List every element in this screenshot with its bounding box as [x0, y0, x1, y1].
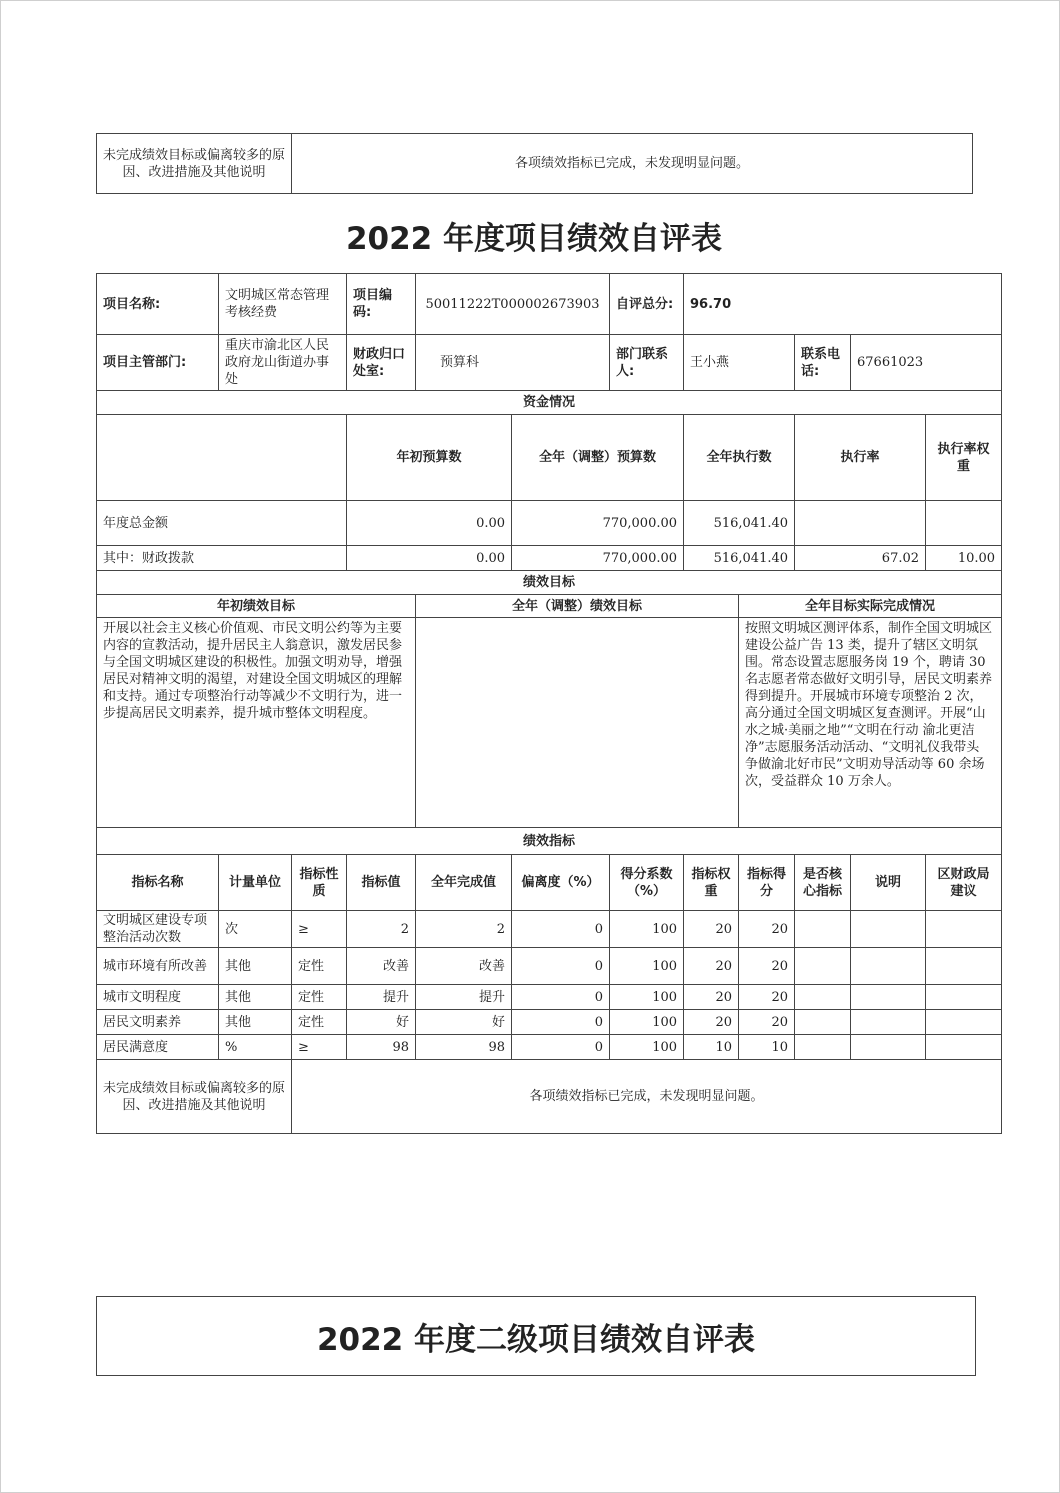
ind-deviation: 0 [512, 1010, 610, 1035]
ind-note [851, 1035, 926, 1060]
ind-deviation: 0 [512, 1035, 610, 1060]
ind-header-actual: 全年完成值 [416, 855, 512, 911]
dept-value: 重庆市渝北区人民政府龙山街道办事处 [219, 335, 347, 391]
ind-header-nature: 指标性质 [292, 855, 347, 911]
ind-name: 居民满意度 [97, 1035, 219, 1060]
ind-actual: 改善 [416, 948, 512, 985]
second-level-title: 2022 年度二级项目绩效自评表 [96, 1296, 976, 1376]
ind-score: 20 [739, 948, 795, 985]
goals-initial-text: 开展以社会主义核心价值观、市民文明公约等为主要内容的宣教活动，提升居民主人翁意识，激发居民参与全国文明城区建设的积极性。加强文明劝导，增强居民对精神文明的渴望，对建设全国文明城区的理解和支持。通过专项整治行动等减少不文明行为，进一步提高居民文明素养，提升城市整体文明程度。 [97, 618, 416, 828]
ind-weight: 20 [684, 985, 739, 1010]
funds-row-executed: 516,041.40 [684, 546, 795, 571]
ind-weight: 10 [684, 1035, 739, 1060]
ind-target: 好 [347, 1010, 416, 1035]
evaluation-table [96, 273, 1002, 1134]
funds-header-executed: 全年执行数 [684, 415, 795, 501]
funds-header-row [97, 415, 1002, 501]
project-code-value: 50011222T000002673903 [416, 274, 610, 335]
goals-content-row [97, 618, 1002, 828]
ind-header-score: 指标得分 [739, 855, 795, 911]
ind-nature: 定性 [292, 1010, 347, 1035]
ind-unit: 其他 [219, 948, 292, 985]
ind-actual: 好 [416, 1010, 512, 1035]
ind-deviation: 0 [512, 985, 610, 1010]
ind-target: 提升 [347, 985, 416, 1010]
ind-core [795, 911, 851, 948]
funds-row-rate: 67.02 [795, 546, 926, 571]
ind-weight: 20 [684, 1010, 739, 1035]
indicators-header-row [97, 855, 1002, 911]
ind-score: 20 [739, 911, 795, 948]
project-info-row-2 [97, 335, 1002, 391]
phone-value: 67661023 [851, 335, 1002, 391]
ind-score: 10 [739, 1035, 795, 1060]
indicator-row [97, 1035, 1002, 1060]
indicator-row [97, 985, 1002, 1010]
score-value: 96.70 [684, 274, 1002, 335]
indicator-row [97, 911, 1002, 948]
ind-coef: 100 [610, 1010, 684, 1035]
dept-label: 项目主管部门: [97, 335, 219, 391]
ind-nature: ≥ [292, 911, 347, 948]
ind-actual: 2 [416, 911, 512, 948]
ind-unit: 次 [219, 911, 292, 948]
project-code-label: 项目编码: [347, 274, 416, 335]
ind-header-note: 说明 [851, 855, 926, 911]
goals-header-actual: 全年目标实际完成情况 [739, 595, 1002, 618]
funds-section-header: 资金情况 [97, 391, 1002, 415]
ind-header-deviation: 偏离度（%） [512, 855, 610, 911]
goals-actual-text: 按照文明城区测评体系，制作全国文明城区建设公益广告 13 类，提升了辖区文明氛围。常态设置志愿服务岗 19 个，聘请 30 名志愿者常态做好文明引导，居民文明素养得到提升。开展城市环境专项整治 2 次，高分通过全国文明城区复查测评。开展“山水之城·美丽之地”“文明在行动 渝北更洁净”志愿服务活动活动、“文明礼仪我带头 争做渝北好市民”文明劝导活动等 60 余场次，受益群众 10 万余人。 [739, 618, 1002, 828]
ind-coef: 100 [610, 1035, 684, 1060]
ind-header-advice: 区财政局建议 [926, 855, 1002, 911]
ind-actual: 提升 [416, 985, 512, 1010]
remark-row [97, 1060, 1002, 1134]
ind-nature: 定性 [292, 948, 347, 985]
goals-adjusted-text [416, 618, 739, 828]
funds-row [97, 546, 1002, 571]
ind-advice [926, 911, 1002, 948]
contact-value: 王小燕 [684, 335, 795, 391]
ind-header-weight: 指标权重 [684, 855, 739, 911]
funds-row-initial: 0.00 [347, 501, 512, 546]
ind-advice [926, 1035, 1002, 1060]
ind-actual: 98 [416, 1035, 512, 1060]
ind-weight: 20 [684, 911, 739, 948]
indicator-row [97, 1010, 1002, 1035]
ind-unit: 其他 [219, 985, 292, 1010]
ind-unit: % [219, 1035, 292, 1060]
ind-weight: 20 [684, 948, 739, 985]
ind-nature: 定性 [292, 985, 347, 1010]
ind-name: 文明城区建设专项整治活动次数 [97, 911, 219, 948]
ind-advice [926, 985, 1002, 1010]
goals-section-header: 绩效目标 [97, 571, 1002, 595]
funds-row-label: 其中：财政拨款 [97, 546, 347, 571]
ind-advice [926, 948, 1002, 985]
funds-row-rate [795, 501, 926, 546]
indicator-row [97, 948, 1002, 985]
funds-row-weight [926, 501, 1002, 546]
remark-value: 各项绩效指标已完成，未发现明显问题。 [292, 1060, 1002, 1134]
ind-score: 20 [739, 985, 795, 1010]
ind-core [795, 1035, 851, 1060]
previous-table-remark [96, 133, 973, 194]
ind-coef: 100 [610, 911, 684, 948]
score-label: 自评总分: [610, 274, 684, 335]
funds-row-initial: 0.00 [347, 546, 512, 571]
ind-core [795, 1010, 851, 1035]
project-name-label: 项目名称: [97, 274, 219, 335]
ind-header-coef: 得分系数（%） [610, 855, 684, 911]
funds-header-rate: 执行率 [795, 415, 926, 501]
ind-header-unit: 计量单位 [219, 855, 292, 911]
ind-deviation: 0 [512, 948, 610, 985]
funds-header-weight: 执行率权重 [926, 415, 1002, 501]
ind-advice [926, 1010, 1002, 1035]
ind-nature: ≥ [292, 1035, 347, 1060]
goals-header-initial: 年初绩效目标 [97, 595, 416, 618]
ind-unit: 其他 [219, 1010, 292, 1035]
ind-target: 改善 [347, 948, 416, 985]
ind-name: 城市环境有所改善 [97, 948, 219, 985]
ind-note [851, 1010, 926, 1035]
ind-note [851, 911, 926, 948]
ind-header-name: 指标名称 [97, 855, 219, 911]
ind-header-target: 指标值 [347, 855, 416, 911]
remark-label: 未完成绩效目标或偏离较多的原因、改进措施及其他说明 [97, 1060, 292, 1134]
goals-header-adjusted: 全年（调整）绩效目标 [416, 595, 739, 618]
ind-deviation: 0 [512, 911, 610, 948]
funds-row [97, 501, 1002, 546]
phone-label: 联系电话: [795, 335, 851, 391]
funds-header-blank [97, 415, 347, 501]
finance-value: 预算科 [416, 335, 610, 391]
ind-target: 98 [347, 1035, 416, 1060]
ind-score: 20 [739, 1010, 795, 1035]
ind-note [851, 948, 926, 985]
finance-label: 财政归口处室: [347, 335, 416, 391]
ind-target: 2 [347, 911, 416, 948]
funds-header-adjusted: 全年（调整）预算数 [512, 415, 684, 501]
funds-row-weight: 10.00 [926, 546, 1002, 571]
ind-note [851, 985, 926, 1010]
ind-header-core: 是否核心指标 [795, 855, 851, 911]
project-info-row-1 [97, 274, 1002, 335]
ind-coef: 100 [610, 948, 684, 985]
ind-core [795, 985, 851, 1010]
project-name-value: 文明城区常态管理考核经费 [219, 274, 347, 335]
ind-name: 城市文明程度 [97, 985, 219, 1010]
funds-header-initial: 年初预算数 [347, 415, 512, 501]
remark-label: 未完成绩效目标或偏离较多的原因、改进措施及其他说明 [97, 134, 292, 194]
goals-header-row [97, 595, 1002, 618]
funds-row-adjusted: 770,000.00 [512, 546, 684, 571]
indicators-section-header: 绩效指标 [97, 828, 1002, 855]
ind-core [795, 948, 851, 985]
ind-name: 居民文明素养 [97, 1010, 219, 1035]
remark-value: 各项绩效指标已完成，未发现明显问题。 [292, 134, 973, 194]
ind-coef: 100 [610, 985, 684, 1010]
contact-label: 部门联系人: [610, 335, 684, 391]
funds-row-label: 年度总金额 [97, 501, 347, 546]
funds-row-adjusted: 770,000.00 [512, 501, 684, 546]
page-title: 2022 年度项目绩效自评表 [345, 221, 723, 257]
funds-row-executed: 516,041.40 [684, 501, 795, 546]
